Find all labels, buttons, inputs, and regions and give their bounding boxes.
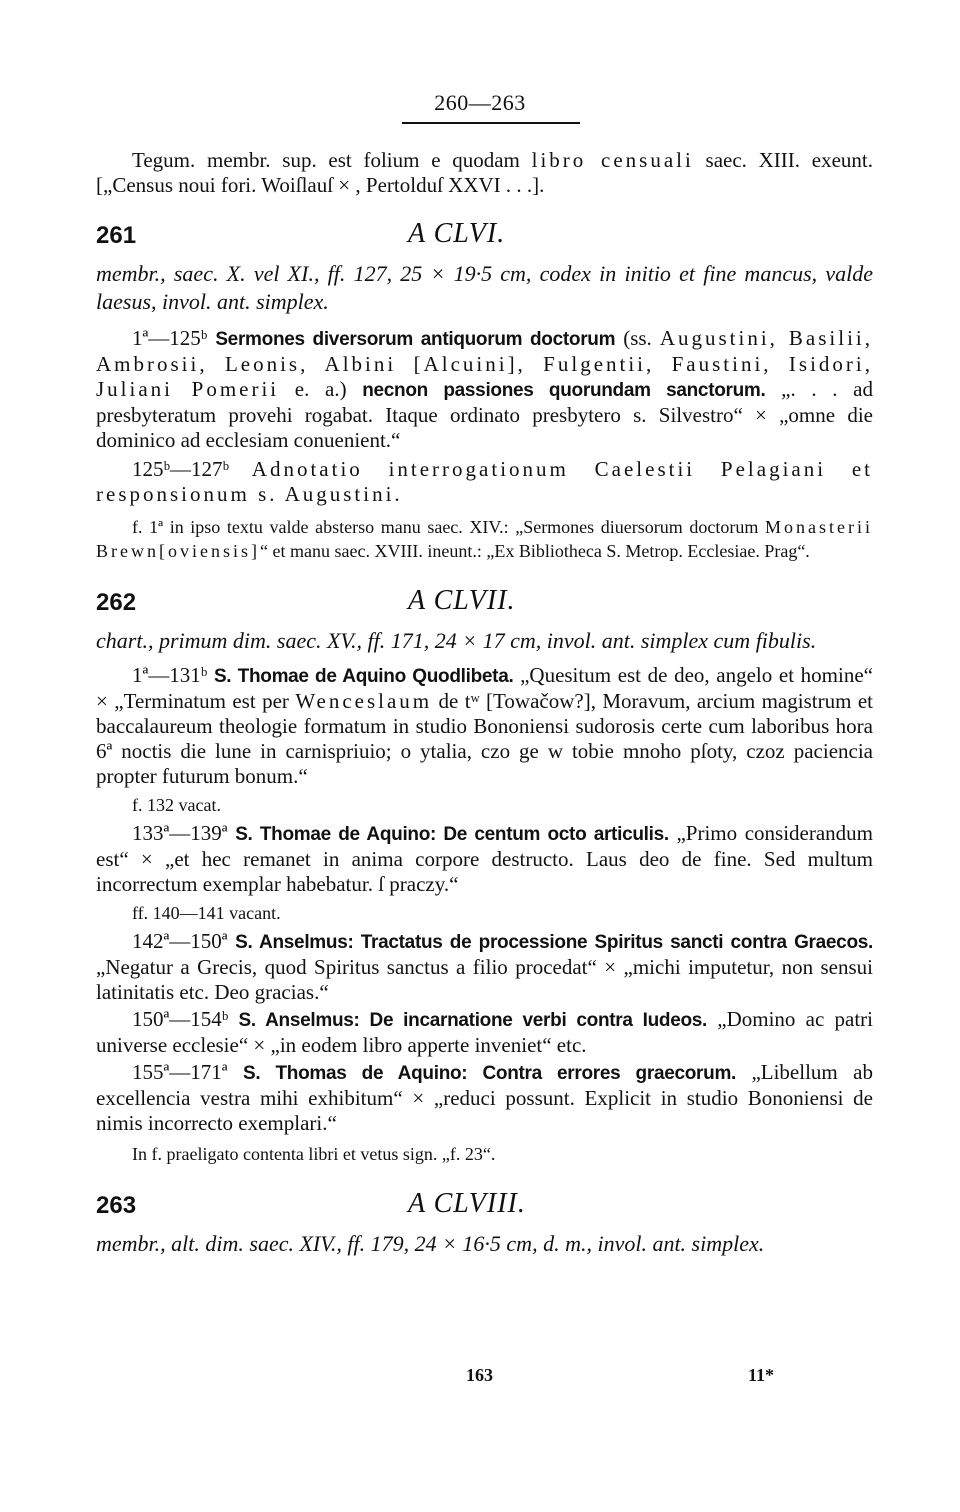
entry-263 (96, 1188, 873, 1258)
spaced-phrase: Monasterii Brewn (96, 517, 873, 561)
entry-heading (96, 218, 873, 256)
page-number: 163 (466, 1365, 493, 1385)
page-footer (0, 1365, 960, 1395)
content-item (96, 457, 873, 507)
vacat-note: ff. 140—141 vacant. (132, 903, 281, 923)
item-title: Sermones diversorum antiquorum doctorum (215, 329, 616, 350)
incipit-explicit: „Primo considerandum est“ × „et hec remanet in anima corpore destructo. Laus deo de fine. Sed multum incorrectum exemplar habebatur. ſ praczy.“ (96, 821, 873, 896)
entry-description: chart., primum dim. saec. XV., ff. 171, 24 × 17 cm, invol. ant. simplex cum fibulis. (96, 628, 817, 653)
running-head-rule (402, 122, 580, 124)
entry-description: membr., alt. dim. saec. XIV., ff. 179, 24 × 16·5 cm, d. m., invol. ant. simplex. (96, 1231, 765, 1256)
signature-mark: 11* (748, 1365, 775, 1385)
entry-signature: A CLVII. (408, 585, 516, 616)
folio-range: 150ª—154ᵇ (132, 1007, 239, 1031)
spaced-names: Augustini, Basilii, Ambrosii, Leonis, Albini [Alcuini], Fulgentii, Faustini, Isidori, Juliani Pomerii (96, 326, 874, 401)
content-item: 1ª—131ᵇ S. Thomae de Aquino Quodlibeta. „Quesitum est de deo, angelo et homine“ × „Terminatum est per Wenceslaum de tʷ [Towačow?], Moravum, arcium magistrum et baccalaureum theologie formatum in studio Bononiensi sudorosis certe cum laboribus hora 6ª noctis die lune in carnispriuio; o ytalia, czo ge w tobie mnoho pſoty, czoz paciencia propter futurum bonum.“ (96, 663, 874, 788)
main-column (96, 148, 873, 1258)
entry-heading (96, 585, 873, 623)
entry-signature: A CLVI. (408, 218, 506, 249)
item-title: necnon passiones quorundam sanctorum. (362, 380, 766, 401)
spaced-name: Wenceslaum (295, 689, 433, 713)
entry-signature: A CLVIII. (408, 1188, 526, 1219)
content-item: 1ª—125ᵇ Sermones diversorum antiquorum doctorum (ss. Augustini, Basilii, Ambrosii, Leonis, Albini [Alcuini], Fulgentii, Faustini, Isidori, Juliani Pomerii e. a.) necnon passiones quorundam sanctorum. „. . . ad presbyteratum provehi rogabat. Itaque ordinato presbytero s. Silvestro“ × „omne die dominico ad ecclesiam conuenient.“ (96, 326, 874, 452)
folio-range: 142ª—150ª (132, 929, 236, 953)
item-title-spaced: Adnotatio interrogationum Caelestii Pelagiani et responsionum s. Augustini. (96, 457, 873, 506)
folio-range: 1ª—125ᵇ (132, 326, 216, 350)
spaced-phrase: libro censuali (531, 148, 694, 172)
vacat-note: f. 132 vacat. (132, 795, 221, 815)
item-title: S. Thomae de Aquino: De centum octo articulis. (235, 824, 669, 845)
incipit-explicit: „Domino ac patri universe ecclesie“ × „in eodem libro apperte inveniet“ etc. (96, 1007, 874, 1057)
entry-number: 262 (96, 589, 137, 616)
incipit-explicit: „Negatur a Grecis, quod Spiritus sanctus a filio procedat“ × „michi imputetur, non sensui latinitatis etc. Deo gracias.“ (96, 955, 873, 1004)
item-title: S. Thomae de Aquino Quodlibeta. (213, 666, 514, 687)
item-title: S. Anselmus: Tractatus de processione Spiritus sancti contra Graecos. (235, 932, 874, 953)
intro-paragraph: Tegum. membr. sup. est folium e quodam libro censuali saec. XIII. exeunt. [„Census noui fori. Woiſlauſ × , Pertolduſ XXVI . . .]. (96, 148, 873, 197)
folio-range: 125ᵇ—127ᵇ (132, 457, 252, 481)
folio-range: 155ª—171ª (132, 1060, 243, 1084)
content-item (96, 1060, 873, 1136)
incipit-explicit: „Libellum ab excellencia vestra mihi exhibitum“ × „reduci possunt. Explicit in studio Bononiensi de nimis incorrecto exemplari.“ (96, 1060, 873, 1135)
running-head: 260—263 (434, 90, 526, 115)
binding-note: In f. praeligato contenta libri et vetus sign. „f. 23“. (132, 1144, 496, 1164)
folio-range: 133ª—139ª (132, 821, 236, 845)
content-item (96, 821, 873, 897)
entry-number: 263 (96, 1192, 137, 1219)
item-title: S. Thomas de Aquino: Contra errores graecorum. (243, 1063, 737, 1084)
content-item (96, 1007, 873, 1058)
entry-262 (96, 585, 873, 1166)
provenance-note: f. 1ª in ipso textu valde absterso manu saec. XIV.: „Sermones diuersorum doctorum Monasterii Brewn[oviensis]“ et manu saec. XVIII. ineunt.: „Ex Bibliotheca S. Metrop. Ecclesiae. Prag“. (96, 517, 873, 561)
entry-heading (96, 1188, 873, 1226)
item-title: S. Anselmus: De incarnatione verbi contra Iudeos. (238, 1010, 708, 1031)
folio-range: 1ª—131ᵇ (132, 663, 214, 687)
spaced-phrase: [oviensis] (159, 541, 260, 561)
entry-number: 261 (96, 222, 137, 249)
entry-261 (96, 218, 873, 563)
content-item (96, 929, 873, 1005)
incipit-explicit: „. . . ad presbyteratum provehi rogabat. Itaque ordinato presbytero s. Silvestro“ × „omne die dominico ad ecclesiam conuenient.“ (96, 377, 873, 452)
entry-description: membr., saec. X. vel XI., ff. 127, 25 × 19·5 cm, codex in initio et fine mancus, valde laesus, invol. ant. simplex. (96, 261, 873, 314)
